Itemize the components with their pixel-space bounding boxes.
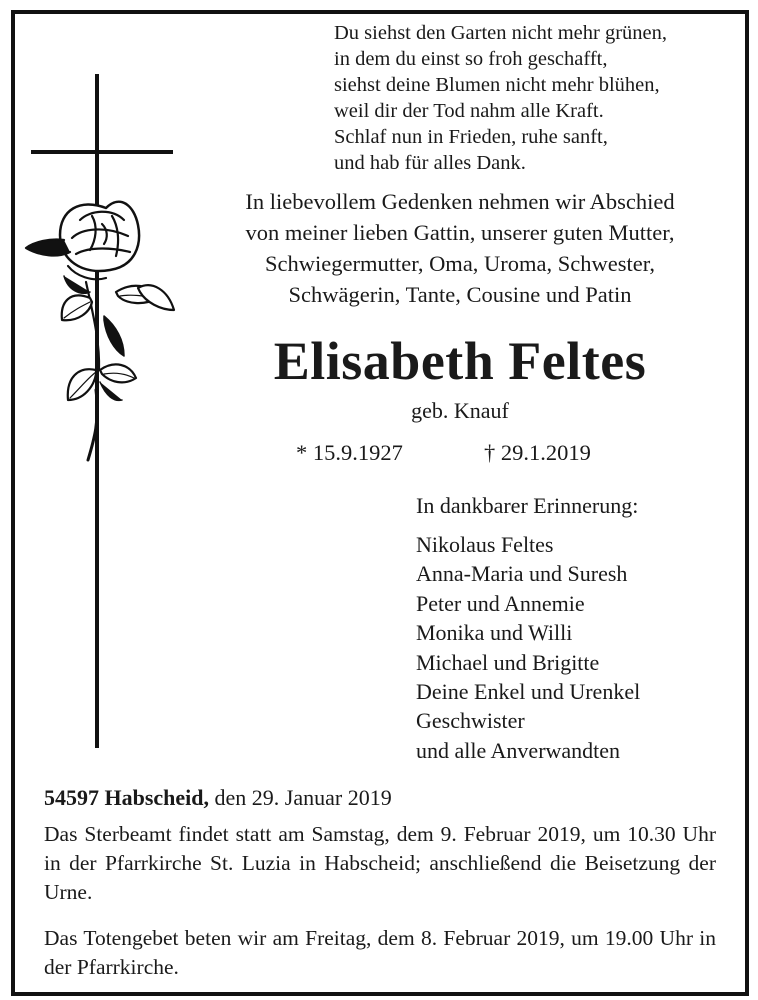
cross-icon — [31, 74, 173, 748]
intro-line: Schwiegermutter, Oma, Uroma, Schwester, — [265, 251, 655, 276]
intro-text — [182, 186, 738, 310]
intro-line: Schwägerin, Tante, Cousine und Patin — [288, 282, 632, 307]
poem-line: und hab für alles Dank. — [334, 152, 526, 174]
death-date: † 29.1.2019 — [484, 440, 591, 465]
poem — [334, 20, 734, 176]
list-item: Deine Enkel und Urenkel — [416, 679, 641, 705]
poem-line: in dem du einst so froh geschafft, — [334, 48, 608, 70]
place: 54597 Habscheid, — [44, 785, 210, 810]
rose-icon — [26, 202, 174, 460]
list-item: Monika und Willi — [416, 620, 573, 646]
mourners-block — [416, 492, 736, 765]
mourners-heading: In dankbarer Erinnerung: — [416, 493, 639, 518]
birth-date: * 15.9.1927 — [296, 440, 403, 465]
poem-line: Schlaf nun in Frieden, ruhe sanft, — [334, 126, 608, 148]
poem-line: weil dir der Tod nahm alle Kraft. — [334, 100, 604, 122]
mourners-list — [416, 530, 736, 765]
list-item: Anna-Maria und Suresh — [416, 561, 628, 587]
poem-line: Du siehst den Garten nicht mehr grünen, — [334, 22, 668, 44]
list-item: Nikolaus Feltes — [416, 532, 554, 557]
prayer-info: Das Totengebet beten wir am Freitag, dem 8. Februar 2019, um 19.00 Uhr in der Pfarrkirche. — [44, 926, 716, 979]
list-item: und alle Anverwandten — [416, 737, 621, 763]
deceased-name: Elisabeth Feltes — [273, 331, 647, 391]
maiden-name: geb. Knauf — [411, 398, 509, 423]
intro-line: von meiner lieben Gattin, unserer guten Mutter, — [245, 220, 675, 245]
list-item: Michael und Brigitte — [416, 649, 600, 675]
list-item: Geschwister — [416, 708, 525, 734]
requiem-info: Das Sterbeamt findet statt am Samstag, dem 9. Februar 2019, um 10.30 Uhr in der Pfarrkirche St. Luzia in Habscheid; anschließend die Beisetzung der Urne. — [44, 822, 716, 904]
place-date-line — [44, 783, 392, 813]
poem-line: siehst deine Blumen nicht mehr blühen, — [334, 74, 660, 96]
cross-with-rose-icon — [20, 70, 180, 760]
intro-line: In liebevollem Gedenken nehmen wir Abschied — [245, 189, 675, 214]
list-item: Peter und Annemie — [416, 590, 585, 616]
date: den 29. Januar 2019 — [214, 785, 392, 810]
